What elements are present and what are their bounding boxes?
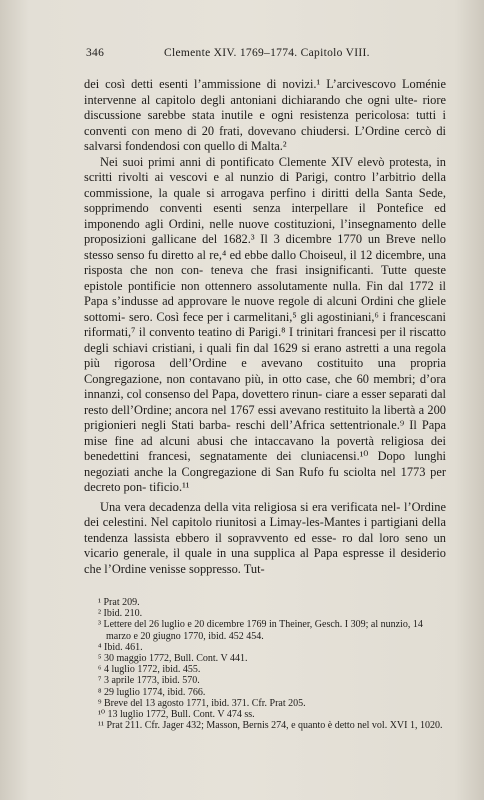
footnotes — [84, 597, 446, 731]
text-line: ed ebbe dallo Choiseul, il 12 dicembre, una risposta che non con- — [84, 247, 446, 277]
text-line: riore discussione sarebbe stata inutile e ogni resistenza pericolosa: — [84, 92, 446, 122]
text-line: reschi dell’Africa settentrionale.⁹ Il Papa mise fine ad alcuni — [84, 418, 446, 448]
footnote: ³ Lettere del 26 luglio e 20 dicembre 1769 in Theiner, Gesch. I 309; al nunzio, 14 marzo e 20 giugno 1770, ibid. 452 454. — [98, 619, 423, 642]
text-line: L’Ordine cercò di salvarsi fondendosi con quello di Malta.² — [84, 123, 446, 153]
text-line: intervenne al capitolo degli antoniani dichiarando che ogni ulte- — [84, 92, 423, 107]
text-line: ro dal loro seno un vicario generale, il quale in una supplica — [84, 530, 446, 560]
running-head: Clemente XIV. 1769–1774. Capitolo VIII. — [164, 47, 370, 59]
text-line: tutti i conventi con meno di 20 frati, dovevano chiudersi. — [84, 108, 446, 138]
footnote: ⁴ Ibid. 461. — [98, 641, 143, 653]
footnote: ¹ Prat 209. — [98, 597, 140, 608]
text-line: ad approvare le nuove regole di alcuni Ordini che gliele sottomi- — [84, 294, 446, 324]
footnote: ⁶ 4 luglio 1772, ibid. 455. — [98, 664, 201, 676]
text-line: l’Ordine dei celestini. Nel capitolo riunitosi a Limay-les-Mantes — [84, 499, 446, 529]
text-line: l’insegnamento delle proposizioni gallicane del 1682.³ Il — [84, 216, 446, 246]
text-line: al Papa espresse il desiderio che l’Ordine venisse soppresso. Tut- — [84, 546, 446, 576]
body-text — [84, 77, 446, 577]
text-line: segnatamente dei cluniacensi.¹⁰ Dopo lunghi negoziati anche la — [84, 449, 446, 479]
text-line: abusi che intaccavano la povertà religiosa dei benedettini francesi, — [84, 433, 446, 463]
page-number: 346 — [86, 47, 105, 59]
text-line: i partigiani della tendenza lassista ebbero il sopravvento ed esse- — [84, 515, 446, 545]
text-line: sero. Così fece per i carmelitani,⁵ gli agostiniani,⁶ i francescani — [128, 309, 446, 324]
text-line: l’arbitrio della commissione, la quale si arrogava perfino i diritti — [84, 170, 446, 200]
text-line: ciare a esser separati dal resto dell’Ordine; ancora nel 1767 essi — [84, 387, 446, 417]
text-line: della Santa Sede, sopprimendo conventi esenti senza interpellare — [84, 185, 446, 215]
text-line: in scritti rivolti ai vescovi e al nunzio di Parigi, contro — [84, 154, 446, 184]
footnote: ¹⁰ 13 luglio 1772, Bull. Cont. V 474 ss. — [98, 709, 255, 721]
text-line: Congregazione di San Rufo fu sciolta nel 1773 per decreto pon- — [84, 464, 446, 494]
text-line: avevano restituito la libertà a 200 prigionieri negli Stati barba- — [84, 402, 446, 432]
footnote: ² Ibid. 210. — [98, 608, 143, 620]
paragraph-2 — [84, 500, 446, 578]
text-line: riformati,⁷ il convento teatino di Parigi.⁸ I trinitari francesi per — [84, 325, 400, 339]
text-line: propria Congregazione, non contavano più, in otto case, che 60 — [84, 356, 446, 386]
footnote: ⁸ 29 luglio 1774, ibid. 766. — [98, 686, 206, 698]
text-line: non ottennero assolutamente nulla. Fin dal 1772 il Papa s’indusse — [84, 278, 446, 308]
paragraph-1 — [84, 77, 446, 155]
footnote: ⁹ Breve del 13 agosto 1771, ibid. 371. Cfr. Prat 205. — [98, 697, 306, 709]
text-line: a una regola più rigorosa dell’Ordine e avevano costituito una — [84, 340, 446, 370]
footnote: ⁷ 3 aprile 1773, ibid. 570. — [98, 675, 200, 687]
footnote: ¹¹ Prat 211. Cfr. Jager 432; Masson, Bernis 274, e quanto è detto nel vol. XVI 1, 1020. — [98, 720, 443, 732]
text-line: tificio.¹¹ — [149, 480, 190, 494]
text-line: 3 dicembre 1770 un Breve nello stesso senso fu diretto al re,⁴ — [84, 232, 447, 262]
footnote: ⁵ 30 maggio 1772, Bull. Cont. V 441. — [98, 653, 248, 665]
text-line: dei così detti esenti l’ammissione di novizi.¹ L’arcivescovo Loménie — [84, 77, 446, 91]
text-line: membri; d’ora innanzi, col consenso del Papa, dovettero rinun- — [84, 371, 446, 401]
text-line: il Pontefice ed imponendo agli Ordini, nelle nuove costituzioni, — [84, 201, 446, 231]
text-line: Una vera decadenza della vita religiosa si era verificata nel- — [100, 499, 405, 514]
page-header — [84, 47, 446, 65]
paragraph-1b — [84, 155, 446, 496]
text-line: il riscatto degli schiavi cristiani, i quali fin dal 1629 si erano astretti — [84, 325, 446, 355]
text-line: Nei suoi primi anni di pontificato Clemente XIV elevò protesta, — [100, 154, 437, 169]
text-line: teneva che frasi insignificanti. Tutte queste epistole pontificie — [84, 263, 446, 293]
